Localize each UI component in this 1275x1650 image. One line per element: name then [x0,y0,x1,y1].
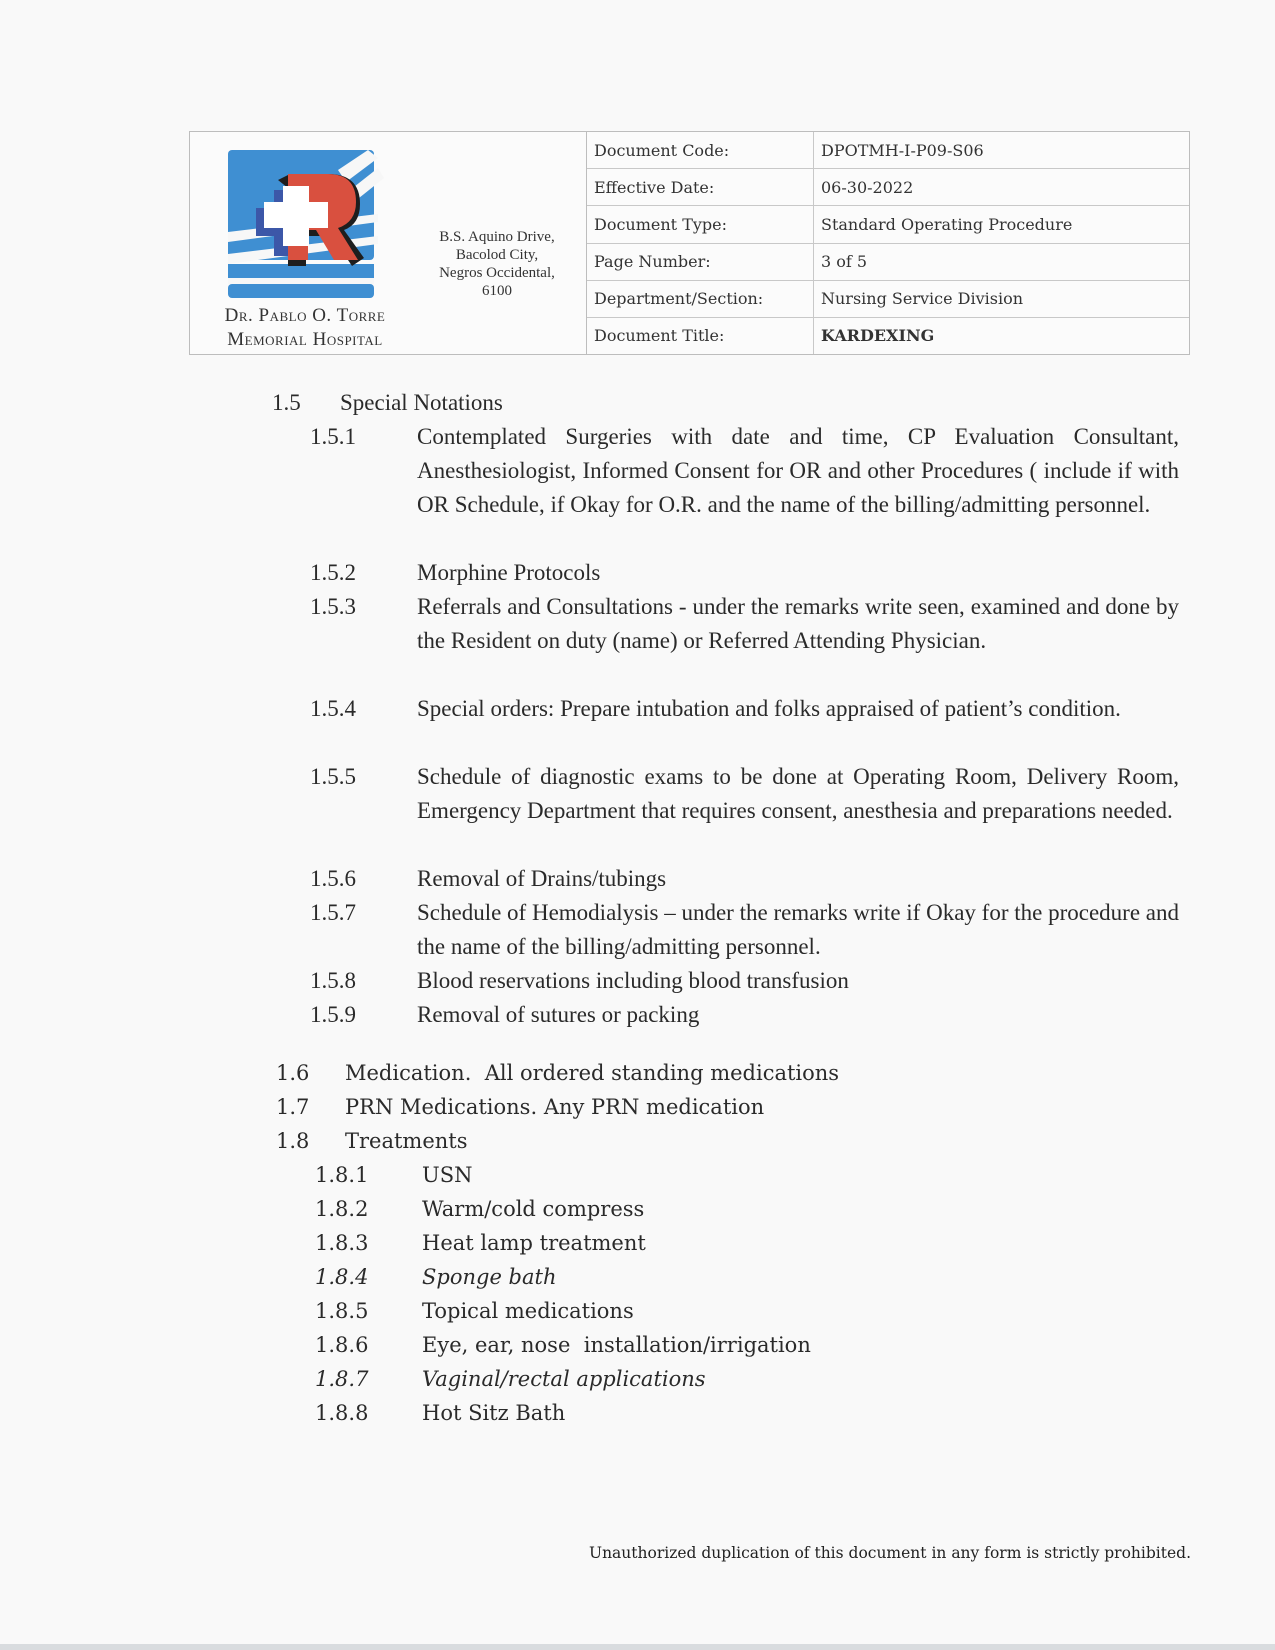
item-number: 1.8.4 [315,1265,369,1289]
meta-row-document-title [587,318,1189,354]
item-number: 1.5.4 [310,696,356,721]
meta-row-department [587,281,1189,318]
meta-value: 06-30-2022 [821,177,914,197]
item-number: 1.8.6 [315,1333,369,1357]
hospital-name-line2: Memorial Hospital [227,329,383,350]
meta-label: Document Type: [587,206,814,242]
section-text: PRN Medications. Any PRN medication [345,1095,765,1119]
item-text: Removal of sutures or packing [417,1002,700,1027]
item-text: Morphine Protocols [417,560,601,585]
item-number: 1.8.5 [315,1299,369,1323]
section-number: 1.7 [276,1095,310,1119]
item-number: 1.5.5 [310,764,356,789]
item-text: Blood reservations including blood transfusion [417,968,849,993]
meta-row-document-type [587,206,1189,243]
section-text: Medication. All ordered standing medications [345,1061,840,1085]
item-text: Heat lamp treatment [422,1231,646,1255]
item-number: 1.8.8 [315,1401,369,1425]
meta-value: Nursing Service Division [821,289,1024,309]
meta-label: Document Title: [587,318,814,354]
item-text: Contemplated Surgeries with date and time, CP Evaluation Consultant, Anesthesiologist, Informed Consent for OR and other Procedures ( include if with OR Schedule, if Okay for O.R. and the name of the billing/admitting personnel. [417,424,1179,517]
item-number: 1.5.3 [310,594,356,619]
hospital-name [200,304,410,352]
meta-label: Department/Section: [587,281,814,317]
item-number: 1.5.8 [310,968,356,993]
item-text: Topical medications [422,1299,634,1323]
item-number: 1.8.7 [315,1367,369,1391]
item-number: 1.5.7 [310,900,356,925]
meta-row-page-number [587,244,1189,281]
document-meta-table [587,132,1189,354]
meta-row-effective-date [587,169,1189,206]
item-text: Removal of Drains/tubings [417,866,667,891]
document-title: KARDEXING [821,326,935,346]
meta-label: Effective Date: [587,169,814,205]
hospital-name-line1: Dr. Pablo O. Torre [224,305,386,326]
item-text: USN [422,1163,473,1187]
meta-label: Document Code: [587,132,814,168]
item-text: Eye, ear, nose installation/irrigation [422,1333,811,1357]
document-header [189,131,1190,355]
meta-value: 3 of 5 [821,252,868,272]
item-text: Vaginal/rectal applications [422,1367,706,1391]
item-text: Special orders: Prepare intubation and folks appraised of patient’s condition. [417,696,1121,721]
address-line: Negros Occidental, [439,265,555,281]
item-text: Schedule of diagnostic exams to be done at Operating Room, Delivery Room, Emergency Department that requires consent, anesthesia and preparations needed. [417,764,1179,823]
meta-label: Page Number: [587,244,814,280]
item-number: 1.5.9 [310,1002,356,1027]
item-number: 1.8.3 [315,1231,369,1255]
meta-value: Standard Operating Procedure [821,214,1073,234]
footer-notice: Unauthorized duplication of this document in any form is strictly prohibited. [589,1544,1191,1562]
item-text: Warm/cold compress [422,1197,645,1221]
address-line: 6100 [482,283,512,299]
hospital-address [418,228,576,300]
item-number: 1.5.1 [310,424,356,449]
section-number: 1.8 [276,1129,310,1153]
item-text: Sponge bath [422,1265,557,1289]
address-line: B.S. Aquino Drive, [439,229,555,245]
scan-edge [0,1644,1275,1650]
section-number: 1.5 [272,390,301,415]
item-text: Hot Sitz Bath [422,1401,566,1425]
item-number: 1.5.6 [310,866,356,891]
meta-row-document-code [587,132,1189,169]
item-text: Schedule of Hemodialysis – under the remarks write if Okay for the procedure and the name of the billing/admitting personnel. [417,900,1179,959]
address-line: Bacolod City, [455,247,539,263]
section-number: 1.6 [276,1061,310,1085]
item-number: 1.8.1 [315,1163,369,1187]
section-title: Special Notations [340,390,503,415]
hospital-logo-icon [228,150,384,306]
hospital-brand-cell [190,132,587,354]
item-text: Referrals and Consultations - under the remarks write seen, examined and done by the Resident on duty (name) or Referred Attending Physician. [417,594,1179,653]
meta-value: DPOTMH-I-P09-S06 [821,140,984,160]
item-number: 1.8.2 [315,1197,369,1221]
item-number: 1.5.2 [310,560,356,585]
section-title: Treatments [345,1129,468,1153]
